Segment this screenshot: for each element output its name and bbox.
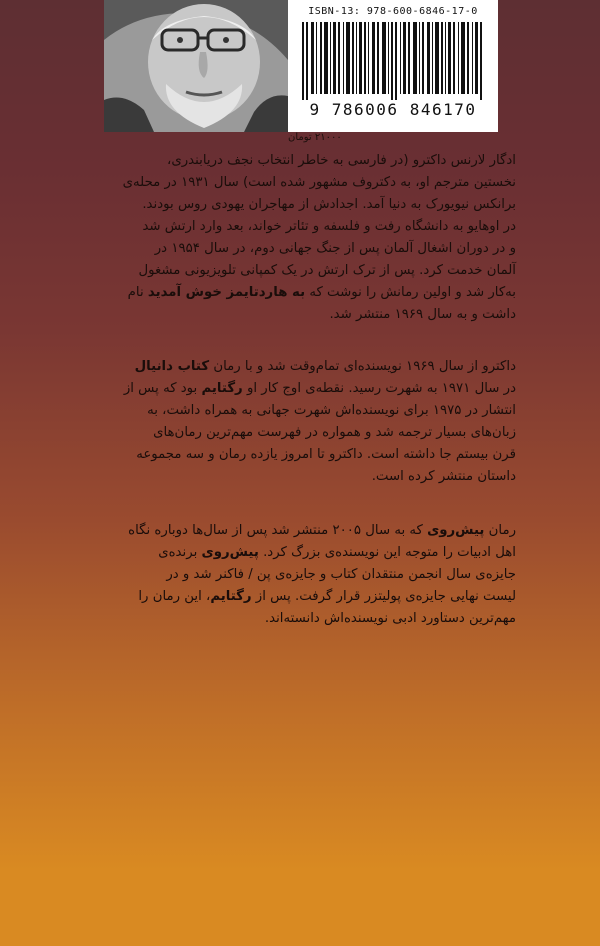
text-line: آلمان خدمت کرد. پس از ترک ارتش در یک کمپانی تلویزیونی مشغول <box>138 263 516 278</box>
text-line: داشت و به سال ۱۹۶۹ منتشر شد. <box>329 307 516 322</box>
price-label: ۲۱۰۰۰ تومان <box>288 132 342 143</box>
text-line <box>86 542 516 564</box>
book-title-ragtime: رگتایم <box>210 589 252 604</box>
book-title-ragtime: رگتایم <box>201 381 243 396</box>
text-segment: بود که پس از <box>123 381 202 396</box>
barcode-icon <box>302 22 484 100</box>
book-title-the-march: پیش‌روی <box>427 523 485 538</box>
barcode-digits: 9 786006 846170 <box>309 100 477 119</box>
text-line: داستان منتشر کرده است. <box>371 469 516 484</box>
text-line: قرن بیستم جا داشته است. داکترو تا امروز یازده رمان و سه مجموعه <box>136 447 516 462</box>
text-line: زبان‌های بسیار ترجمه شد و همواره در فهرست مهم‌ترین رمان‌های <box>153 425 516 440</box>
text-segment: در سال ۱۹۷۱ به شهرت رسید. نقطه‌ی اوج کار او <box>242 381 516 396</box>
bio-paragraph-1 <box>86 150 516 326</box>
text-line: جایزه‌ی سال انجمن منتقدان کتاب و جایزه‌ی پن / فاکنر شد و در <box>166 567 516 582</box>
text-line: برانکس نیویورک به دنیا آمد. اجدادش از مهاجران یهودی روس بودند. <box>142 197 516 212</box>
text-line <box>86 282 516 304</box>
text-line: انتشار در ۱۹۷۵ برای نویسنده‌اش شهرت جهانی به همراه داشت، به <box>147 403 516 418</box>
bio-paragraph-3 <box>86 520 516 630</box>
text-segment: لیست نهایی جایزه‌ی پولیتزر قرار گرفت. پس از <box>251 589 516 604</box>
book-title-welcome-to-hard-times: به هاردتایمز خوش آمدید <box>147 285 306 300</box>
bio-paragraph-2 <box>86 356 516 488</box>
text-line <box>86 378 516 400</box>
text-segment: رمان <box>484 523 516 538</box>
text-segment: نام <box>127 285 148 300</box>
book-title-book-of-daniel: کتاب دانیال <box>134 359 210 374</box>
text-segment: اهل ادبیات را متوجه این نویسنده‌ی بزرگ کرد. <box>258 545 516 560</box>
text-line: در اوهایو به دانشگاه رفت و فلسفه و تئاتر خواند، بعد وارد ارتش شد <box>142 219 516 234</box>
text-segment: به‌کار شد و اولین رمانش را نوشت که <box>305 285 516 300</box>
text-line <box>86 520 516 542</box>
author-photo <box>104 0 288 132</box>
text-line <box>86 356 516 378</box>
text-line: نخستین مترجم او، به دکتروف مشهور شده است) سال ۱۹۳۱ در محله‌ی <box>122 175 516 190</box>
text-line <box>86 586 516 608</box>
text-segment: برنده‌ی <box>158 545 202 560</box>
barcode-panel <box>288 0 498 132</box>
text-segment: که به سال ۲۰۰۵ منتشر شد پس از سال‌ها دوباره نگاه <box>128 523 428 538</box>
text-line: و در دوران اشغال آلمان پس از جنگ جهانی دوم، در سال ۱۹۵۴ در <box>154 241 516 256</box>
isbn-label: ISBN-13: 978-600-6846-17-0 <box>308 6 478 17</box>
text-line: ادگار لارنس داکترو (در فارسی به خاطر انتخاب نجف دریابندری، <box>167 153 516 168</box>
text-line: مهم‌ترین دستاورد ادبی نویسنده‌اش دانسته‌اند. <box>264 611 516 626</box>
book-title-the-march: پیش‌روی <box>201 545 259 560</box>
text-segment: داکترو از سال ۱۹۶۹ نویسنده‌ای تمام‌وقت شد و با رمان <box>209 359 516 374</box>
text-segment: ، این رمان را <box>138 589 211 604</box>
